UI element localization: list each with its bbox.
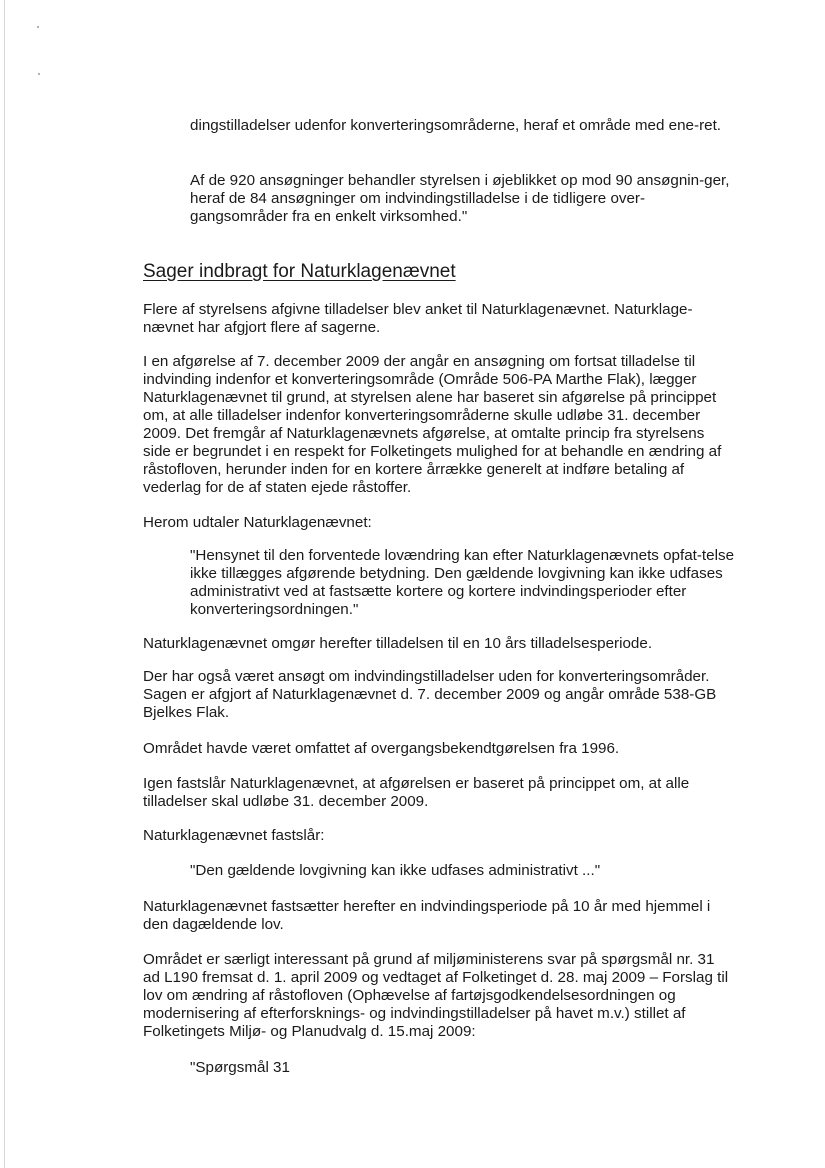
paragraph-5: Der har også været ansøgt om indvindingstilladelser uden for konverteringsområder. Sagen er afgjort af Naturklagenævnet d. 7. december 2009 og angår område 538-GB Bjelkes Flak. bbox=[143, 668, 717, 721]
paragraph-6: Området havde været omfattet af overgangsbekendtgørelsen fra 1996. bbox=[143, 740, 620, 757]
quote-continuation-1: dingstilladelser udenfor konverteringsområderne, heraf et område med ene-ret. bbox=[190, 117, 722, 134]
paragraph-2: I en afgørelse af 7. december 2009 der angår en ansøgning om fortsat tilladelse til indvinding indenfor et konverteringsområde (Område 506-PA Marthe Flak), lægger Naturklagenævnet til grund, at styrelsen alene har baseret sin afgørelse på princippet om, at alle tilladelser indenfor konverteringsområderne skulle udløbe 31. december 2009. Det fremgår af Naturklagenævnets afgørelse, at omtalte princip fra styrelsens side er begrundet i en respekt for Folketingets mulighed for at behandle en ændring af råstofloven, herunder inden for en kortere årrække generelt at indføre betaling af vederlag for de af staten ejede råstoffer. bbox=[143, 353, 722, 496]
paragraph-9: Naturklagenævnet fastsætter herefter en indvindingsperiode på 10 år med hjemmel i den dagældende lov. bbox=[143, 898, 711, 933]
paragraph-3: Herom udtaler Naturklagenævnet: bbox=[143, 514, 372, 531]
scan-speck bbox=[38, 73, 40, 75]
section-heading: Sager indbragt for Naturklagenævnet bbox=[143, 261, 456, 282]
paragraph-10: Området er særligt interessant på grund af miljøministerens svar på spørgsmål nr. 31 ad L190 fremsat d. 1. april 2009 og vedtaget af Folketinget d. 28. maj 2009 – Forslag til lov om ændring af råstofloven (Ophævelse af fartøjsgodkendelsesordningen og modernisering af efterforsknings- og indvindingstilladelser på havet m.v.) stillet af Folketingets Miljø- og Planudvalg d. 15.maj 2009: bbox=[143, 951, 729, 1040]
quote-continuation-2: Af de 920 ansøgninger behandler styrelsen i øjeblikket op mod 90 ansøgnin-ger, heraf de 84 ansøgninger om indvindingstilladelse i de tidligere over-gangsområder fra en enkelt virksomhed." bbox=[190, 172, 730, 225]
quote-2: "Den gældende lovgivning kan ikke udfases administrativt ..." bbox=[190, 862, 601, 879]
paragraph-7: Igen fastslår Naturklagenævnet, at afgørelsen er baseret på princippet om, at alle tilladelser skal udløbe 31. december 2009. bbox=[143, 775, 690, 810]
scan-edge bbox=[4, 0, 5, 1168]
paragraph-4: Naturklagenævnet omgør herefter tilladelsen til en 10 års tilladelsesperiode. bbox=[143, 635, 653, 652]
paragraph-1: Flere af styrelsens afgivne tilladelser blev anket til Naturklagenævnet. Naturklage-nævnet har afgjort flere af sagerne. bbox=[143, 301, 693, 336]
quote-3: "Spørgsmål 31 bbox=[190, 1059, 290, 1076]
quote-1: "Hensynet til den forventede lovændring kan efter Naturklagenævnets opfat-telse ikke tillægges afgørende betydning. Den gældende lovgivning kan ikke udfases administrativt ved at fastsætte kortere og kortere indvindingsperioder efter konverteringsordningen." bbox=[190, 547, 735, 618]
scan-speck bbox=[37, 26, 39, 28]
paragraph-8: Naturklagenævnet fastslår: bbox=[143, 827, 325, 844]
